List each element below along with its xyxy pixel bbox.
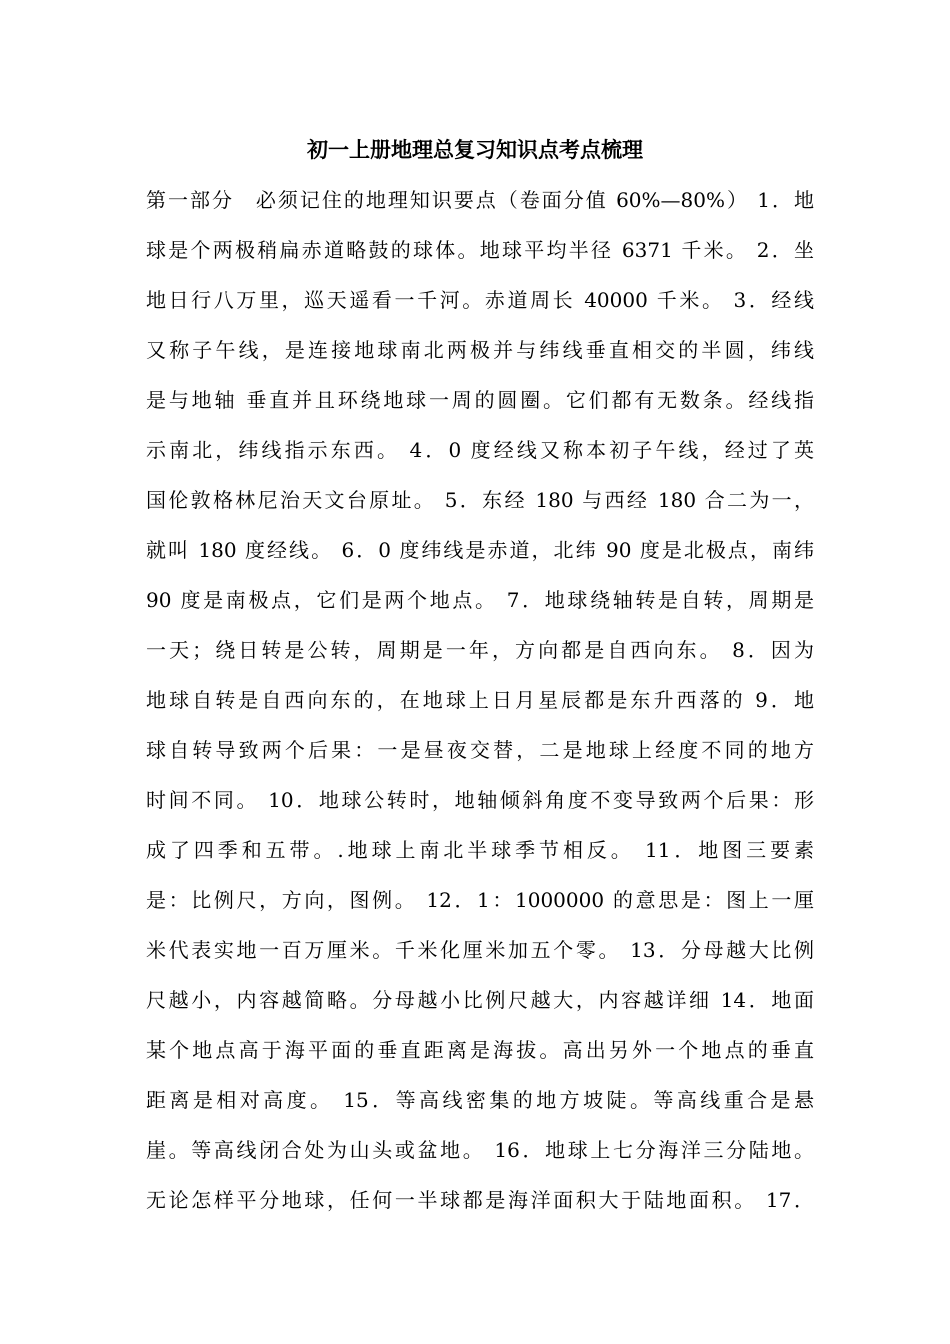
text-line: 尺越小，内容越简略。分母越小比例尺越大，内容越详细 14．地面 (146, 988, 814, 1012)
text-line: 崖。等高线闭合处为山头或盆地。 16．地球上七分海洋三分陆地。 (146, 1138, 814, 1162)
text-line: 地日行八万里，巡天遥看一千河。赤道周长 40000 千米。 3．经线 (146, 288, 814, 312)
text-line: 一天；绕日转是公转，周期是一年，方向都是自西向东。 8．因为 (146, 638, 814, 662)
text-line: 成了四季和五带。.地球上南北半球季节相反。 11．地图三要素 (146, 838, 814, 862)
text-line: 球是个两极稍扁赤道略鼓的球体。地球平均半径 6371 千米。 2．坐 (146, 238, 814, 262)
text-line: 距离是相对高度。 15．等高线密集的地方坡陡。等高线重合是悬 (146, 1088, 814, 1112)
text-line: 90 度是南极点，它们是两个地点。 7．地球绕轴转是自转，周期是 (146, 588, 814, 612)
text-line: 第一部分 必须记住的地理知识要点（卷面分值 60%—80%） 1．地 (146, 188, 814, 212)
text-line: 国伦敦格林尼治天文台原址。 5．东经 180 与西经 180 合二为一， (146, 488, 814, 512)
text-line: 就叫 180 度经线。 6．0 度纬线是赤道，北纬 90 度是北极点，南纬 (146, 538, 814, 562)
text-line: 示南北，纬线指示东西。 4．0 度经线又称本初子午线，经过了英 (146, 438, 814, 462)
text-line: 时间不同。 10．地球公转时，地轴倾斜角度不变导致两个后果：形 (146, 788, 814, 812)
text-line: 是与地轴 垂直并且环绕地球一周的圆圈。它们都有无数条。经线指 (146, 388, 814, 412)
text-line: 球自转导致两个后果：一是昼夜交替，二是地球上经度不同的地方 (146, 738, 814, 762)
text-line: 无论怎样平分地球，任何一半球都是海洋面积大于陆地面积。 17． (146, 1188, 814, 1212)
text-line: 地球自转是自西向东的，在地球上日月星辰都是东升西落的 9．地 (146, 688, 814, 712)
text-line: 又称子午线，是连接地球南北两极并与纬线垂直相交的半圆，纬线 (146, 338, 814, 362)
text-line: 某个地点高于海平面的垂直距离是海拔。高出另外一个地点的垂直 (146, 1038, 814, 1062)
document-title: 初一上册地理总复习知识点考点梳理 (307, 138, 643, 162)
text-line: 是：比例尺，方向，图例。 12．1：1000000 的意思是：图上一厘 (146, 888, 814, 912)
text-line: 米代表实地一百万厘米。千米化厘米加五个零。 13．分母越大比例 (146, 938, 814, 962)
